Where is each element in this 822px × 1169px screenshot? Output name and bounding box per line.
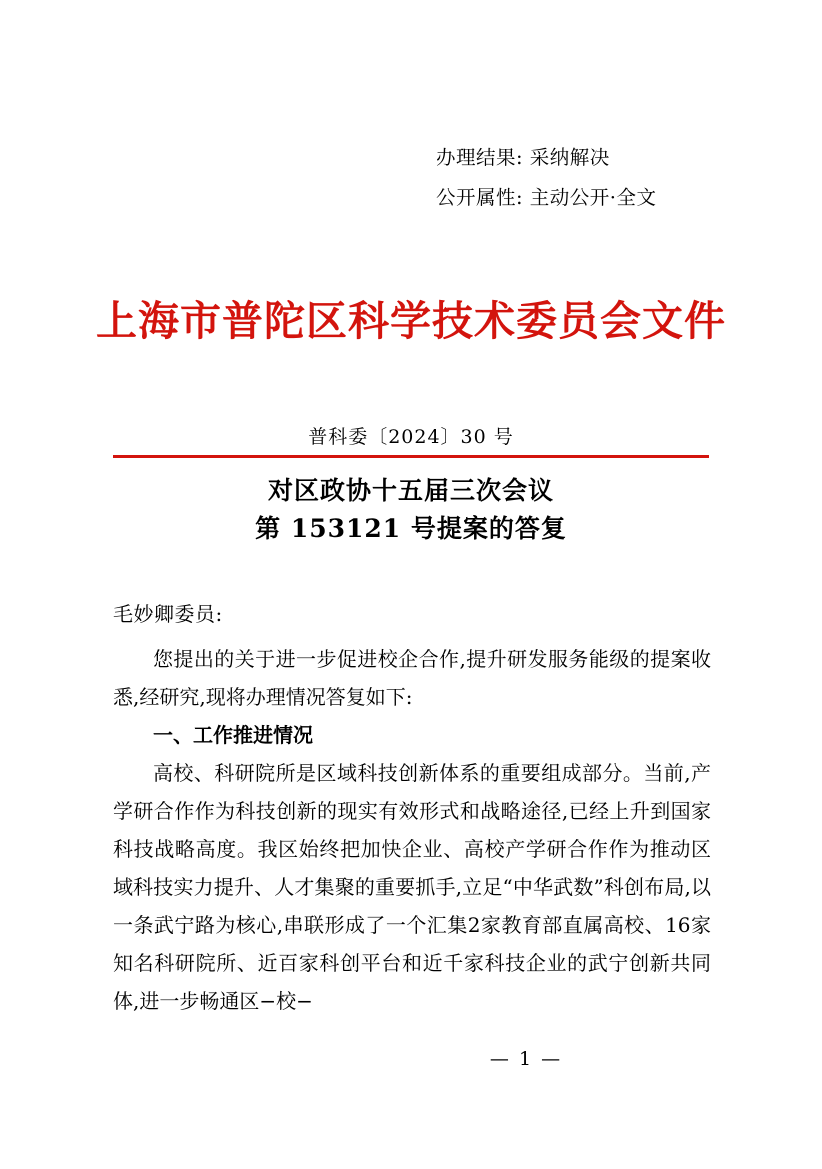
- body-paragraph: 您提出的关于进一步促进校企合作,提升研发服务能级的提案收悉,经研究,现将办理情况答复如下:: [113, 647, 711, 709]
- document-number: 普科委〔2024〕30 号: [308, 426, 514, 448]
- meta-handling-result: 办理结果: 采纳解决: [436, 146, 610, 169]
- document-body: [113, 640, 711, 1020]
- salutation: 毛妙卿委员:: [113, 602, 223, 626]
- document-title-line1: 对区政协十五届三次会议: [267, 476, 554, 505]
- document-meta: [436, 148, 656, 227]
- page-number: [0, 1048, 822, 1070]
- page-number-label: — 1 —: [489, 1048, 563, 1070]
- meta-disclosure-attribute: 公开属性: 主动公开·全文: [436, 185, 657, 209]
- body-section-heading: 一、工作推进情况: [153, 723, 313, 747]
- document-title: [0, 472, 822, 547]
- document-title-line2: 第 153121 号提案的答复: [255, 513, 567, 543]
- organization-title: 上海市普陀区科学技术委员会文件: [96, 297, 726, 345]
- red-divider-rule: [113, 455, 709, 458]
- body-paragraph: 高校、科研院所是区域科技创新体系的重要组成部分。当前,产学研合作作为科技创新的现实有效形式和战略途径,已经上升到国家科技战略高度。我区始终把加快企业、高校产学研合作作为推动区域科技实力提升、人才集聚的重要抓手,立足“中华武数”科创布局,以一条武宁路为核心,串联形成了一个汇集2家教育部直属高校、16家知名科研院所、近百家科创平台和近千家科技企业的武宁创新共同体,进一步畅通区−校−: [113, 761, 711, 1013]
